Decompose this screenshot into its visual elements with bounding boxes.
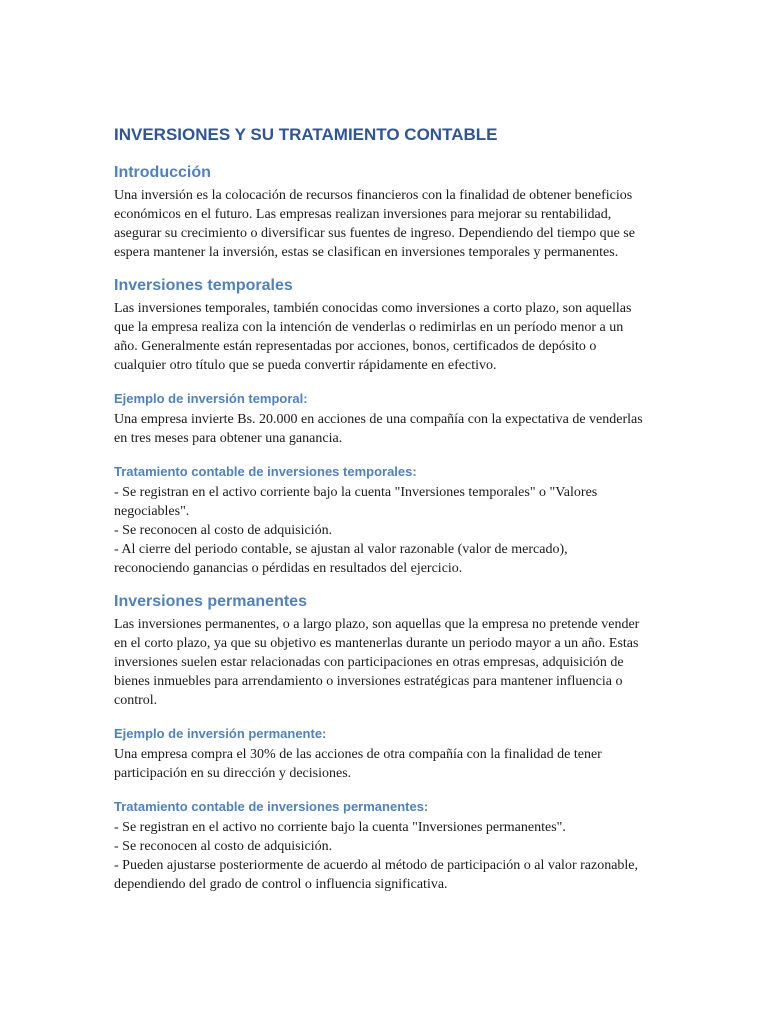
treatment-heading-permanente: Tratamiento contable de inversiones permanentes: [114,799,429,814]
treatment-item: - Pueden ajustarse posteriormente de acuerdo al método de participación o al valor razonable, dependiendo del grado de control o influencia significativa. [114,858,639,892]
example-text-permanente: Una empresa compra el 30% de las acciones de otra compañía con la finalidad de tener participación en su dirección y decisiones. [114,747,602,781]
treatment-item: - Se reconocen al costo de adquisición. [114,839,333,854]
treatment-item: - Se reconocen al costo de adquisición. [114,523,333,538]
treatment-item: - Se registran en el activo corriente bajo la cuenta "Inversiones temporales" o "Valores negociables". [114,485,598,519]
paragraph-introduccion: Una inversión es la colocación de recursos financieros con la finalidad de obtener beneficios económicos en el futuro. Las empresas realizan inversiones para mejorar su rentabilidad, asegurar su crecimiento o diversificar sus fuentes de ingreso. Dependiendo del tiempo que se espera mantener la inversión, estas se clasifican en inversiones temporales y permanentes. [114,188,635,260]
example-heading-temporal: Ejemplo de inversión temporal: [114,391,308,406]
document-title: INVERSIONES Y SU TRATAMIENTO CONTABLE [114,125,498,144]
section-heading-inversiones-temporales: Inversiones temporales [114,277,293,294]
example-heading-permanente: Ejemplo de inversión permanente: [114,726,327,741]
treatment-heading-temporal: Tratamiento contable de inversiones temporales: [114,464,417,479]
section-heading-introduccion: Introducción [114,164,211,181]
example-text-temporal: Una empresa invierte Bs. 20.000 en acciones de una compañía con la expectativa de venderlas en tres meses para obtener una ganancia. [114,412,643,446]
treatment-list-permanente [114,818,644,894]
section-heading-inversiones-permanentes: Inversiones permanentes [114,593,307,610]
treatment-item: - Se registran en el activo no corriente bajo la cuenta "Inversiones permanentes". [114,820,566,835]
treatment-list-temporal [114,483,644,578]
document-page [114,124,644,894]
paragraph-inversiones-temporales: Las inversiones temporales, también conocidas como inversiones a corto plazo, son aquellas que la empresa realiza con la intención de venderlas o redimirlas en un período menor a un año. Generalmente están representadas por acciones, bonos, certificados de depósito o cualquier otro título que se pueda convertir rápidamente en efectivo. [114,301,632,373]
treatment-item: - Al cierre del periodo contable, se ajustan al valor razonable (valor de mercado), reconociendo ganancias o pérdidas en resultados del ejercicio. [114,542,568,576]
paragraph-inversiones-permanentes: Las inversiones permanentes, o a largo plazo, son aquellas que la empresa no pretende vender en el corto plazo, ya que su objetivo es mantenerlas durante un periodo mayor a un año. Estas inversiones suelen estar relacionadas con participaciones en otras empresas, adquisición de bienes inmuebles para arrendamiento o inversiones estratégicas para mantener influencia o control. [114,617,640,708]
